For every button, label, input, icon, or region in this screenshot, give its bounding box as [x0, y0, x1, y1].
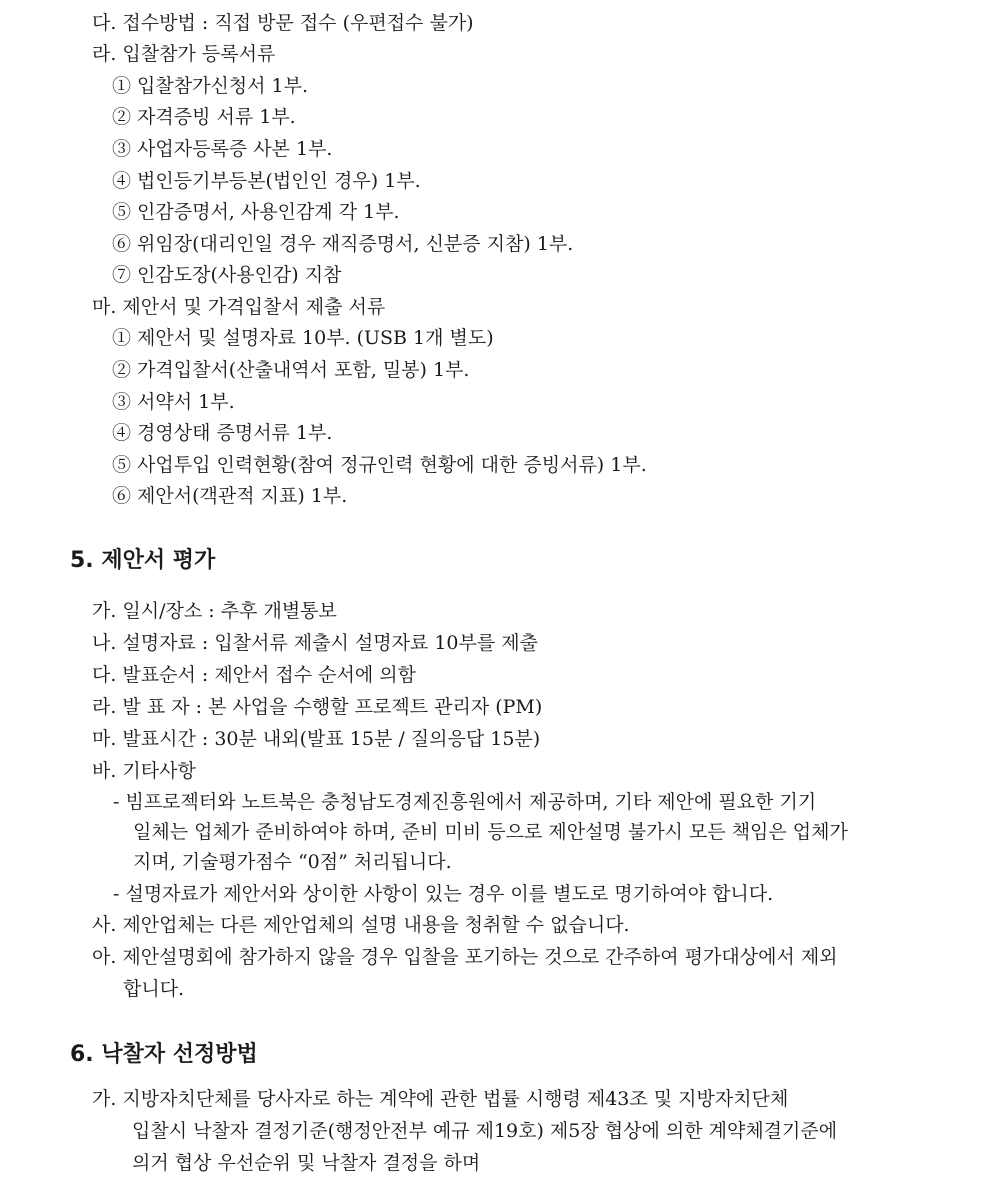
- item-a-line: 합니다.: [123, 978, 185, 1000]
- list-item: ⑦ 인감도장(사용인감) 지참: [112, 264, 342, 286]
- item-ga-line: 가. 지방자치단체를 당사자로 하는 계약에 관한 법률 시행령 제43조 및 지방자치단체: [92, 1088, 789, 1110]
- list-item: ② 가격입찰서(산출내역서 포함, 밀봉) 1부.: [112, 359, 470, 381]
- list-item: ① 제안서 및 설명자료 10부. (USB 1개 별도): [112, 327, 494, 349]
- list-item: ⑥ 제안서(객관적 지표) 1부.: [112, 485, 348, 507]
- list-item: 라. 발 표 자 : 본 사업을 수행할 프로젝트 관리자 (PM): [92, 696, 543, 718]
- list-item: 마. 발표시간 : 30분 내외(발표 15분 / 질의응답 15분): [92, 728, 541, 750]
- item-a-line: 아. 제안설명회에 참가하지 않을 경우 입찰을 포기하는 것으로 간주하여 평가대상에서 제외: [92, 946, 838, 968]
- item-da-submission-method: 다. 접수방법 : 직접 방문 접수 (우편접수 불가): [92, 12, 474, 34]
- misc-note-line: 지며, 기술평가점수 “0점” 처리됩니다.: [133, 851, 452, 873]
- misc-note-line: 일체는 업체가 준비하여야 하며, 준비 미비 등으로 제안설명 불가시 모든 책임은 업체가: [133, 821, 848, 843]
- misc-note-line: - 설명자료가 제안서와 상이한 사항이 있는 경우 이를 별도로 명기하여야 합니다.: [113, 883, 774, 905]
- list-item: 가. 일시/장소 : 추후 개별통보: [92, 600, 337, 622]
- item-ma-proposal-docs: 마. 제안서 및 가격입찰서 제출 서류: [92, 296, 386, 318]
- list-item: ④ 법인등기부등본(법인인 경우) 1부.: [112, 170, 421, 192]
- list-item: 다. 발표순서 : 제안서 접수 순서에 의함: [92, 664, 416, 686]
- section-5-heading: 5. 제안서 평가: [70, 548, 216, 573]
- list-item: 나. 설명자료 : 입찰서류 제출시 설명자료 10부를 제출: [92, 632, 538, 654]
- misc-note-line: - 빔프로젝터와 노트북은 충청남도경제진흥원에서 제공하며, 기타 제안에 필요한 기기: [113, 791, 817, 813]
- section-6-heading: 6. 낙찰자 선정방법: [70, 1042, 258, 1067]
- list-item: ② 자격증빙 서류 1부.: [112, 106, 296, 128]
- list-item: ④ 경영상태 증명서류 1부.: [112, 422, 333, 444]
- list-item: 바. 기타사항: [92, 760, 196, 782]
- list-item: ⑤ 사업투입 인력현황(참여 정규인력 현황에 대한 증빙서류) 1부.: [112, 454, 647, 476]
- list-item: ⑥ 위임장(대리인일 경우 재직증명서, 신분증 지참) 1부.: [112, 233, 574, 255]
- item-sa: 사. 제안업체는 다른 제안업체의 설명 내용을 청취할 수 없습니다.: [92, 914, 630, 936]
- list-item: ③ 서약서 1부.: [112, 391, 235, 413]
- item-ga-line: 입찰시 낙찰자 결정기준(행정안전부 예규 제19호) 제5장 협상에 의한 계약체결기준에: [132, 1120, 838, 1142]
- item-ra-registration-docs: 라. 입찰참가 등록서류: [92, 43, 276, 65]
- list-item: ⑤ 인감증명서, 사용인감계 각 1부.: [112, 201, 400, 223]
- list-item: ① 입찰참가신청서 1부.: [112, 75, 309, 97]
- item-ga-line: 의거 협상 우선순위 및 낙찰자 결정을 하며: [132, 1152, 481, 1174]
- list-item: ③ 사업자등록증 사본 1부.: [112, 138, 333, 160]
